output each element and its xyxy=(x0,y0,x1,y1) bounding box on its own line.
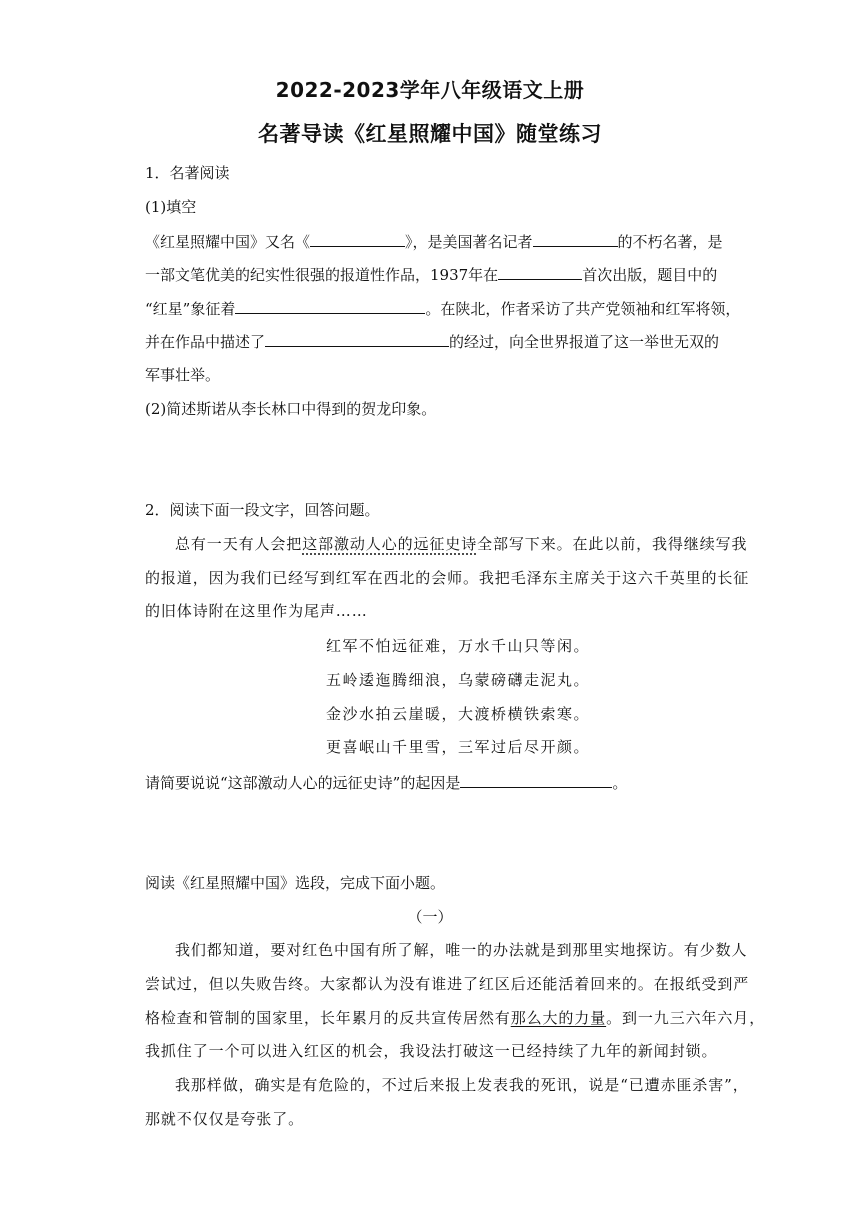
section-marker: （一） xyxy=(407,908,453,926)
answer-blank-publish-place[interactable] xyxy=(498,264,582,280)
q1-line3: “红星”象征着 。在陕北，作者采访了共产党领袖和红军将领， xyxy=(145,300,741,318)
underlined-phrase: 那么大的力量 xyxy=(510,1009,607,1027)
answer-blank-journalist[interactable] xyxy=(533,231,618,247)
q3-passage-line3: 格检查和管制的国家里，长年累月的反共宣传居然有那么大的力量。到一九三六年六月， xyxy=(145,1009,766,1027)
doc-title-line2: 名著导读《红星照耀中国》随堂练习 xyxy=(258,122,602,146)
q2-heading: 2．阅读下面一段文字，回答问题。 xyxy=(145,501,380,519)
answer-blank-red-star-meaning[interactable] xyxy=(235,298,425,314)
q1-line5: 军事壮举。 xyxy=(145,366,221,384)
answer-blank-event[interactable] xyxy=(265,331,449,347)
q2-passage-line2: 的报道，因为我们已经写到红军在西北的会师。我把毛泽东主席关于这六千英里的长征 xyxy=(145,569,750,587)
q2-passage-line3: 的旧体诗附在这里作为尾声…… xyxy=(145,602,368,620)
dotted-phrase: 这部激动人心的远征史诗 xyxy=(302,535,478,553)
answer-blank-cause[interactable] xyxy=(460,772,612,788)
q1-line4: 并在作品中描述了 的经过，向全世界报道了这一举世无双的 xyxy=(145,333,720,351)
doc-title-line1: 2022-2023学年八年级语文上册 xyxy=(275,78,585,102)
q3-passage-line4: 我抓住了一个可以进入红区的机会，我设法打破这一已经持续了九年的新闻封锁。 xyxy=(145,1042,718,1060)
answer-blank-alias[interactable] xyxy=(310,231,405,247)
poem-line-4: 更喜岷山千里雪，三军过后尽开颜。 xyxy=(326,738,591,756)
q1-sub2: (2)简述斯诺从李长林口中得到的贺龙印象。 xyxy=(145,400,437,418)
poem-line-2: 五岭逶迤腾细浪，乌蒙磅礴走泥丸。 xyxy=(326,671,591,689)
poem-line-1: 红军不怕远征难，万水千山只等闲。 xyxy=(326,637,591,655)
poem-line-3: 金沙水拍云崖暖，大渡桥横铁索寒。 xyxy=(326,705,591,723)
q2-question: 请简要说说“这部激动人心的远征史诗”的起因是 。 xyxy=(145,774,628,792)
q3-passage-line6: 那就不仅仅是夸张了。 xyxy=(145,1110,305,1128)
q3-passage-line2: 尝试过，但以失败告终。大家都认为没有谁进了红区后还能活着回来的。在报纸受到严 xyxy=(145,975,750,993)
q1-sub1: (1)填空 xyxy=(145,198,197,216)
q3-intro: 阅读《红星照耀中国》选段，完成下面小题。 xyxy=(145,874,446,892)
q3-passage-line1: 我们都知道，要对红色中国有所了解，唯一的办法就是到那里实地探访。有少数人 xyxy=(175,941,748,959)
q1-line1: 《红星照耀中国》又名《 》，是美国著名记者 的不朽名著，是 xyxy=(145,233,723,251)
q2-passage-line1: 总有一天有人会把这部激动人心的远征史诗全部写下来。在此以前，我得继续写我 xyxy=(175,535,748,553)
q1-line2: 一部文笔优美的纪实性很强的报道性作品，1937年在 首次出版，题目中的 xyxy=(145,266,718,284)
q1-heading: 1．名著阅读 xyxy=(145,164,230,182)
q3-passage-line5: 我那样做，确实是有危险的，不过后来报上发表我的死讯，说是“已遭赤匪杀害”， xyxy=(175,1076,749,1094)
